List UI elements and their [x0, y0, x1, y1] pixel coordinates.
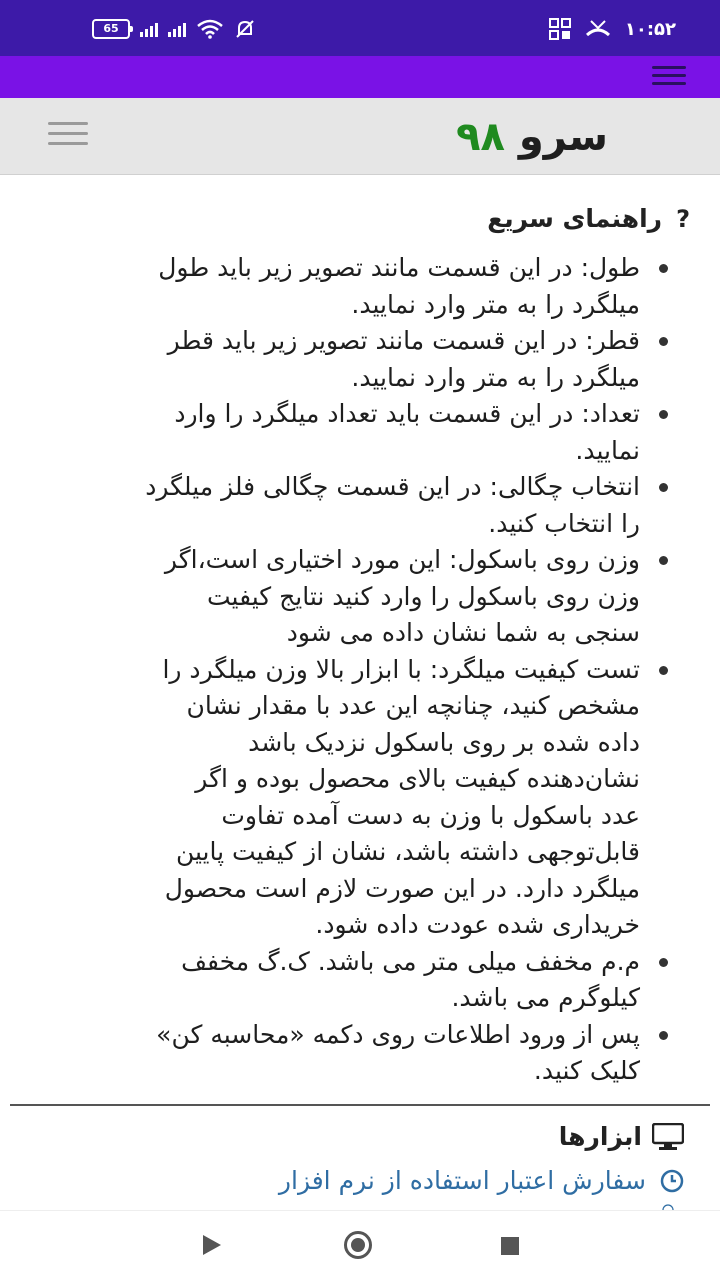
- guide-title: راهنمای سریع: [487, 204, 663, 233]
- list-item-text: تست کیفیت میلگرد: با ابزار بالا وزن میلگرد را مشخص کنید، چنانچه این عدد با مقدار نشان داده شده بر روی باسکول نزدیک باشد نشان‌دهنده کیفیت بالای محصول بوده و اگر عدد باسکول با وزن به دست آمده تفاوت قابل‌توجهی داشته باشد، نشان از کیفیت پایین میلگرد دارد. در این صورت لازم است محصول خریداری شده عودت داده شود.: [162, 654, 640, 939]
- bullet-icon: [659, 264, 668, 273]
- page-content: [0, 174, 720, 1210]
- clock-time: ۱۰:۵۲: [624, 18, 676, 40]
- logo-number: ۹۸: [456, 114, 505, 160]
- recents-icon[interactable]: [501, 1237, 519, 1255]
- system-nav-bar: [0, 1210, 720, 1281]
- bullet-icon: [659, 483, 668, 492]
- list-item-text: وزن روی باسکول: این مورد اختیاری است،اگر وزن روی باسکول را وارد کنید نتایج کیفیت سنجی به شما نشان داده می شود: [164, 545, 640, 647]
- monitor-icon: [652, 1123, 684, 1151]
- status-right-icons: [549, 18, 676, 40]
- battery-level: 65: [103, 22, 119, 35]
- clock-icon: [660, 1169, 684, 1193]
- list-item: [28, 469, 640, 542]
- section-divider: [10, 1104, 710, 1106]
- guide-list: [28, 250, 640, 1090]
- guide-heading: [487, 204, 690, 233]
- list-item-text: انتخاب چگالی: در این قسمت چگالی فلز میلگرد را انتخاب کنید.: [145, 472, 640, 538]
- list-item: [28, 250, 640, 323]
- missed-call-icon: [585, 19, 611, 39]
- logo-text: سرو: [518, 114, 608, 160]
- bullet-icon: [659, 337, 668, 346]
- bullet-icon: [659, 958, 668, 967]
- app-bar: [0, 56, 720, 98]
- wifi-icon: [196, 19, 224, 39]
- bullet-icon: [659, 666, 668, 675]
- signal-icon-2: [168, 21, 186, 37]
- qr-icon: [549, 18, 571, 40]
- list-item: [28, 542, 640, 652]
- list-item: [28, 944, 640, 1017]
- app-menu-icon[interactable]: [652, 66, 686, 88]
- site-logo[interactable]: [456, 114, 608, 160]
- site-menu-icon[interactable]: [48, 122, 88, 146]
- battery-icon: [92, 19, 130, 39]
- signal-icon: [140, 21, 158, 37]
- list-item-text: م.م مخفف میلی متر می باشد. ک.گ مخفف کیلوگرم می باشد.: [181, 946, 640, 1012]
- mute-icon: [234, 18, 256, 40]
- question-icon: ?: [676, 204, 690, 233]
- order-credit-link-text: سفارش اعتبار استفاده از نرم افزار: [278, 1166, 646, 1195]
- bullet-icon: [659, 556, 668, 565]
- bullet-icon: [659, 1031, 668, 1040]
- list-item-text: طول: در این قسمت مانند تصویر زیر باید طول میلگرد را به متر وارد نمایید.: [158, 253, 640, 319]
- list-item-text: پس از ورود اطلاعات روی دکمه «محاسبه کن» کلیک کنید.: [156, 1019, 640, 1085]
- list-item: [28, 323, 640, 396]
- order-credit-link[interactable]: [279, 1166, 684, 1195]
- list-item-text: قطر: در این قسمت مانند تصویر زیر باید قطر میلگرد را به متر وارد نمایید.: [167, 326, 640, 392]
- list-item-text: تعداد: در این قسمت باید تعداد میلگرد را وارد نمایید.: [174, 399, 640, 465]
- bullet-icon: [659, 410, 668, 419]
- status-left-icons: [92, 18, 256, 40]
- home-icon[interactable]: [344, 1231, 372, 1259]
- list-item: [28, 396, 640, 469]
- status-bar: [0, 0, 720, 56]
- list-item: [28, 1017, 640, 1090]
- site-header: [0, 98, 720, 175]
- tools-title: ابزارها: [558, 1122, 642, 1151]
- list-item: [28, 652, 640, 944]
- back-icon[interactable]: [203, 1235, 221, 1255]
- tools-heading: [559, 1122, 684, 1151]
